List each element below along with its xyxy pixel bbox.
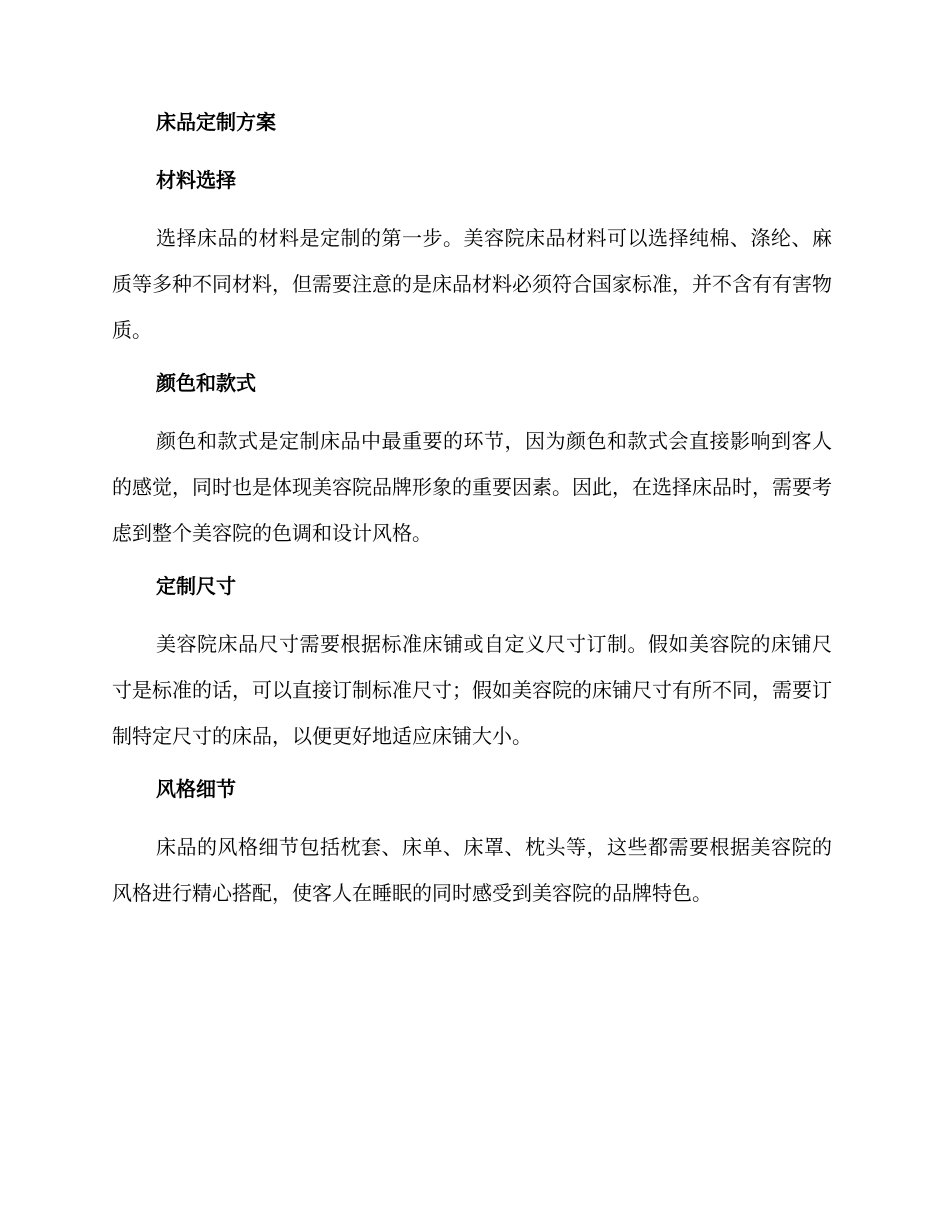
section-body-materials: 选择床品的材料是定制的第一步。美容院床品材料可以选择纯棉、涤纶、麻质等多种不同材料，但需要注意的是床品材料必须符合国家标准，并不含有有害物质。 — [112, 226, 832, 342]
section-body-style-details: 床品的风格细节包括枕套、床单、床罩、枕头等，这些都需要根据美容院的风格进行精心搭配，使客人在睡眠的同时感受到美容院的品牌特色。 — [112, 835, 832, 905]
section-body-color-style: 颜色和款式是定制床品中最重要的环节，因为颜色和款式会直接影响到客人的感觉，同时也是体现美容院品牌形象的重要因素。因此，在选择床品时，需要考虑到整个美容院的色调和设计风格。 — [112, 429, 832, 545]
document-title: 床品定制方案 — [156, 110, 276, 134]
section-heading-materials: 材料选择 — [156, 168, 236, 192]
section-body-custom-size: 美容院床品尺寸需要根据标准床铺或自定义尺寸订制。假如美容院的床铺尺寸是标准的话，可以直接订制标准尺寸；假如美容院的床铺尺寸有所不同，需要订制特定尺寸的床品，以便更好地适应床铺大小。 — [112, 632, 832, 748]
document-content — [112, 108, 832, 916]
section-heading-color-style: 颜色和款式 — [156, 371, 256, 395]
section-heading-style-details: 风格细节 — [156, 777, 236, 801]
section-heading-custom-size: 定制尺寸 — [156, 574, 236, 598]
